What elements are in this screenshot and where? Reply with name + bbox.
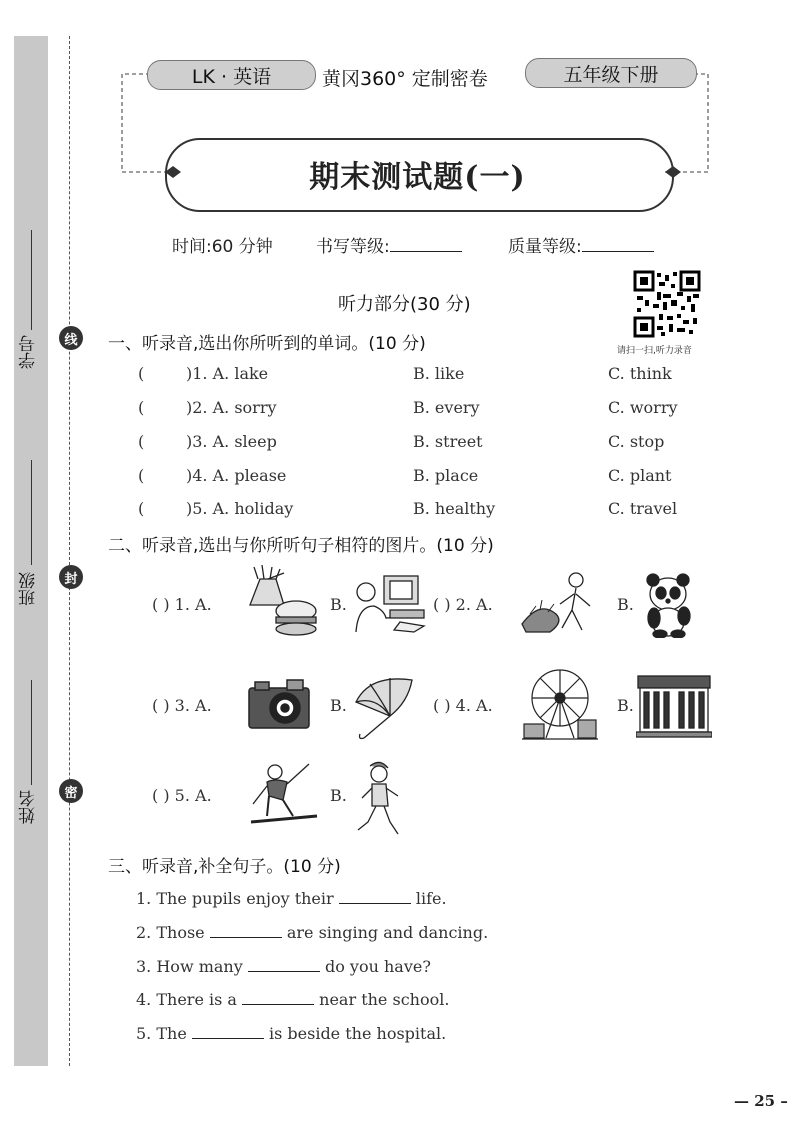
- sentence-text: near the school.: [319, 990, 450, 1009]
- fastfood-picture[interactable]: [240, 565, 322, 639]
- picture-question-4: ( ) 4. A.: [433, 696, 493, 715]
- umbrella-picture[interactable]: [350, 672, 420, 742]
- answer-paren[interactable]: (: [138, 398, 145, 417]
- option-b: B. place: [413, 466, 479, 485]
- sentence-text: 3. How many: [136, 957, 243, 976]
- section1-heading: 一、听录音,选出你所听到的单词。(10 分): [108, 334, 426, 354]
- cut-line: [69, 36, 70, 1066]
- section2-heading: 二、听录音,选出与你所听句子相符的图片。(10 分): [108, 536, 494, 556]
- option-c: C. plant: [608, 466, 672, 485]
- answer-paren[interactable]: (: [138, 499, 145, 518]
- name-line: [31, 680, 32, 785]
- option-c: C. worry: [608, 398, 678, 417]
- sentence-3: [136, 957, 431, 976]
- qr-caption: 请扫一扫,听力录音: [617, 346, 692, 356]
- sentence-5: [136, 1024, 446, 1043]
- ferris-wheel-picture[interactable]: [522, 666, 598, 742]
- camera-picture[interactable]: [245, 676, 313, 732]
- picture-question-1: ( ) 1. A.: [152, 595, 212, 614]
- option-a: )4. A. please: [186, 466, 287, 485]
- sentence-text: 2. Those: [136, 923, 205, 942]
- seal-line-badge: 线: [59, 326, 83, 350]
- sentence-text: are singing and dancing.: [286, 923, 489, 942]
- option-a: )5. A. holiday: [186, 499, 294, 518]
- class-line: [31, 460, 32, 565]
- student-no-label: 学号: [19, 335, 39, 369]
- writing-grade-blank: [390, 251, 462, 252]
- option-b: B. like: [413, 364, 465, 383]
- building-picture[interactable]: [636, 672, 712, 738]
- class-label: 班级: [19, 572, 39, 606]
- page-number: — 25 –: [734, 1092, 788, 1110]
- page-title: 期末测试题(一): [309, 160, 526, 195]
- name-label: 姓名: [19, 790, 39, 824]
- option-c: C. travel: [608, 499, 678, 518]
- option-b-label: B.: [330, 595, 347, 614]
- skiing-picture[interactable]: [245, 760, 321, 832]
- option-c: C. stop: [608, 432, 665, 451]
- quality-grade: [508, 232, 654, 257]
- listening-title: 听力部分(30 分): [338, 294, 471, 315]
- running-boy-picture[interactable]: [352, 760, 404, 840]
- sentence-text: life.: [415, 889, 447, 908]
- option-a: )3. A. sleep: [186, 432, 277, 451]
- sentence-2: [136, 923, 488, 942]
- series-name: 黄冈360° 定制密卷: [322, 68, 488, 90]
- computer-user-picture[interactable]: [350, 572, 430, 634]
- sentence-text: do you have?: [324, 957, 431, 976]
- option-b: B. healthy: [413, 499, 496, 518]
- answer-paren[interactable]: (: [138, 432, 145, 451]
- panda-picture[interactable]: [640, 572, 698, 638]
- option-b-label: B.: [330, 786, 347, 805]
- sentence-4: [136, 990, 449, 1009]
- sentence-1: [136, 889, 447, 908]
- fill-blank[interactable]: [192, 1038, 264, 1039]
- option-a: )1. A. lake: [186, 364, 269, 383]
- quality-grade-label: 质量等级:: [508, 237, 582, 257]
- seal-seal-badge: 封: [59, 565, 83, 589]
- writing-grade-label: 书写等级:: [316, 237, 390, 257]
- option-b: B. every: [413, 398, 480, 417]
- sentence-text: is beside the hospital.: [268, 1024, 447, 1043]
- grade-pill: 五年级下册: [525, 58, 697, 88]
- quality-grade-blank: [582, 251, 654, 252]
- gardening-picture[interactable]: [520, 570, 598, 638]
- time-info: 时间:60 分钟: [172, 237, 273, 257]
- fill-blank[interactable]: [248, 971, 320, 972]
- fill-blank[interactable]: [339, 903, 411, 904]
- section3-heading: 三、听录音,补全句子。(10 分): [108, 857, 341, 877]
- answer-paren[interactable]: (: [138, 364, 145, 383]
- qr-code-icon[interactable]: [633, 270, 701, 338]
- fill-blank[interactable]: [242, 1004, 314, 1005]
- fill-blank[interactable]: [210, 937, 282, 938]
- option-b: B. street: [413, 432, 483, 451]
- sentence-text: 4. There is a: [136, 990, 237, 1009]
- option-b-label: B.: [617, 595, 634, 614]
- student-no-line: [31, 230, 32, 330]
- picture-question-2: ( ) 2. A.: [433, 595, 493, 614]
- option-b-label: B.: [330, 696, 347, 715]
- picture-question-5: ( ) 5. A.: [152, 786, 212, 805]
- writing-grade: [316, 232, 462, 257]
- sentence-text: 1. The pupils enjoy their: [136, 889, 334, 908]
- picture-question-3: ( ) 3. A.: [152, 696, 212, 715]
- option-c: C. think: [608, 364, 672, 383]
- option-b-label: B.: [617, 696, 634, 715]
- answer-paren[interactable]: (: [138, 466, 145, 485]
- subject-pill: LK · 英语: [147, 60, 316, 90]
- seal-secret-badge: 密: [59, 779, 83, 803]
- sentence-text: 5. The: [136, 1024, 187, 1043]
- option-a: )2. A. sorry: [186, 398, 277, 417]
